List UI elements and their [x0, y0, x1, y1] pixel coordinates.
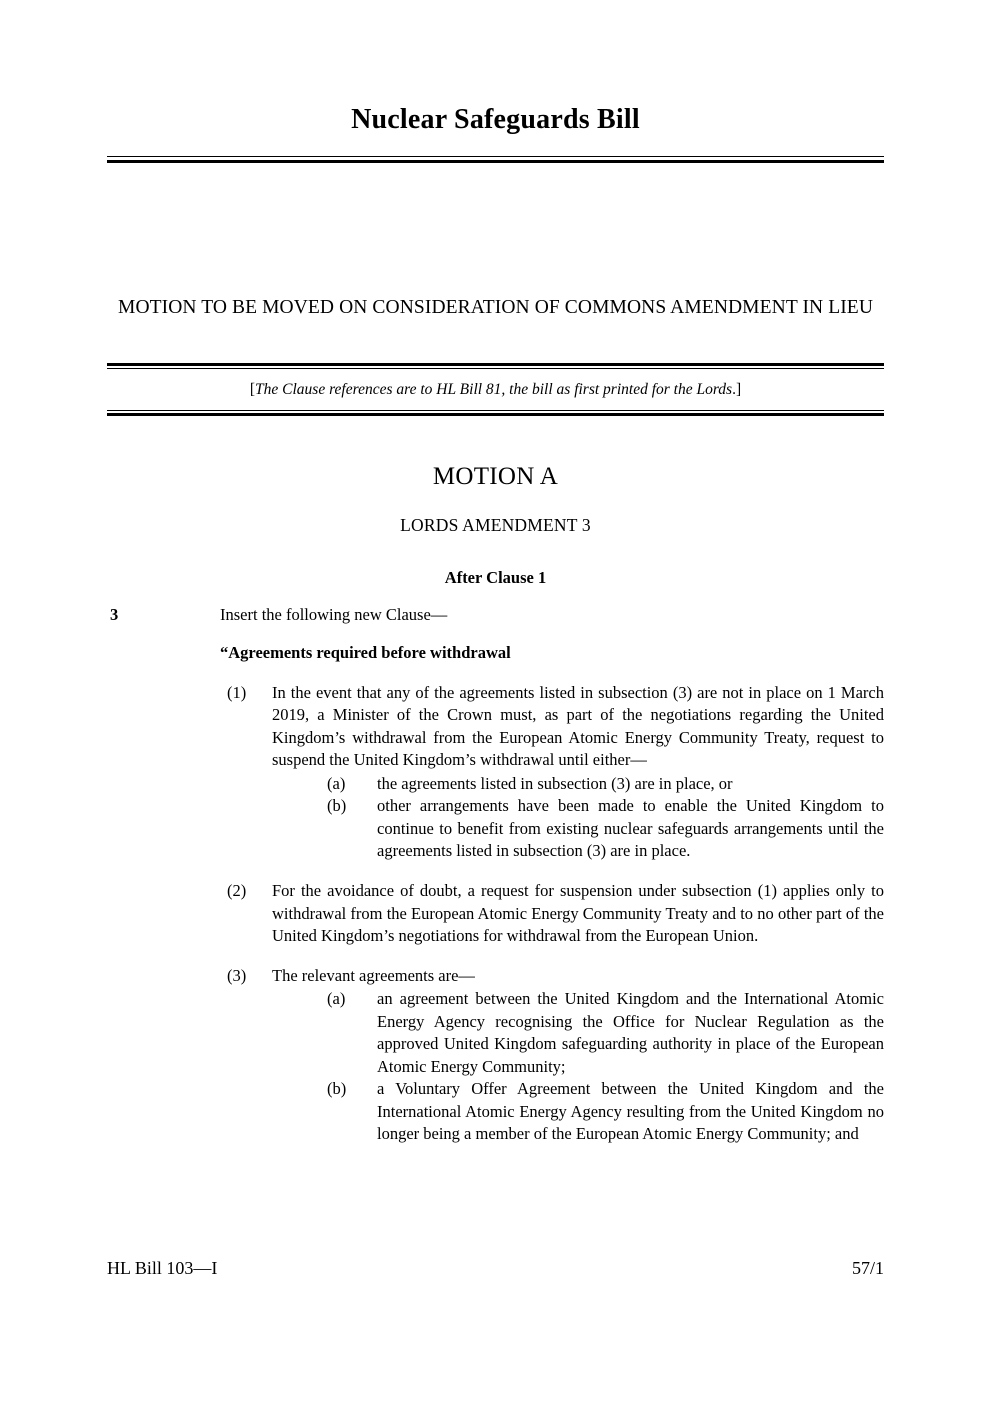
bill-reference: HL Bill 103—I — [107, 1258, 218, 1278]
title-divider — [107, 156, 884, 163]
insert-instruction: Insert the following new Clause— — [220, 604, 448, 624]
amendment-number: 3 — [110, 604, 119, 624]
list-item-text: other arrangements have been made to enable the United Kingdom to continue to benefit from existing nuclear safeguards arrangements until the agreements listed in subsection (3) are in place. — [377, 796, 884, 861]
page-reference: 57/1 — [851, 1258, 884, 1278]
page-title: Nuclear Safeguards Bill — [351, 104, 640, 135]
subsection-sublist — [272, 987, 884, 1146]
list-item-text: an agreement between the United Kingdom and the International Atomic Energy Agency recognising the Office for Nuclear Regulation as the approved United Kingdom safeguarding authority in place of the European Atomic Energy Community; — [377, 989, 884, 1076]
new-clause-title: “Agreements required before withdrawal — [220, 643, 511, 663]
note-text-row — [107, 369, 884, 410]
list-item — [272, 795, 884, 863]
note-text: The Clause references are to HL Bill 81, the bill as first printed for the Lords — [255, 380, 733, 398]
subsection-content — [272, 682, 884, 863]
lords-amendment-heading: LORDS AMENDMENT 3 — [400, 514, 591, 535]
clause-position-heading: After Clause 1 — [444, 567, 547, 587]
subsection-text: The relevant agreements are— — [272, 965, 475, 985]
motion-subject-heading: MOTION TO BE MOVED ON CONSIDERATION OF COMMONS AMENDMENT IN LIEU — [118, 297, 873, 318]
list-item-text: a Voluntary Offer Agreement between the United Kingdom and the International Atomic Energy Agency resulting from the United Kingdom no longer being a member of the European Atomic Energy Community; and — [377, 1079, 884, 1144]
subsection-label: (3) — [227, 965, 247, 985]
subsection-text: For the avoidance of doubt, a request for suspension under subsection (1) applies only to withdrawal from the European Atomic Energy Community Treaty and to no other part of the United Kingdom’s negotiations for withdrawal from the European Union. — [272, 881, 884, 946]
subsection-label: (2) — [227, 881, 247, 900]
note-open-bracket: [ — [249, 380, 256, 398]
subsection-content — [272, 965, 884, 1146]
list-item — [272, 1078, 884, 1146]
subsection-label: (1) — [227, 682, 247, 702]
list-item — [272, 988, 884, 1078]
subsection — [107, 665, 884, 863]
subsection-content — [272, 880, 884, 948]
subsection — [107, 948, 884, 1146]
page-footer — [107, 1258, 884, 1279]
amendment-body — [107, 588, 884, 1146]
list-item-label: (a) — [327, 989, 346, 1009]
subsection — [107, 863, 884, 948]
subsection-sublist — [272, 772, 884, 863]
list-item — [272, 773, 884, 796]
list-item-label: (b) — [327, 796, 347, 816]
list-item-text: the agreements listed in subsection (3) are in place, or — [377, 773, 733, 793]
motion-a-heading: MOTION A — [432, 462, 559, 490]
list-item-label: (b) — [327, 1079, 347, 1099]
clause-reference-note — [107, 363, 884, 416]
note-close-bracket: .] — [732, 380, 742, 398]
list-item-label: (a) — [327, 773, 346, 793]
subsection-text: In the event that any of the agreements listed in subsection (3) are not in place on 1 March 2019, a Minister of the Crown must, as part of the negotiations regarding the United Kingdom’s withdrawal from the European Atomic Energy Community Treaty, request to suspend the United Kingdom’s withdrawal until either— — [272, 682, 884, 770]
